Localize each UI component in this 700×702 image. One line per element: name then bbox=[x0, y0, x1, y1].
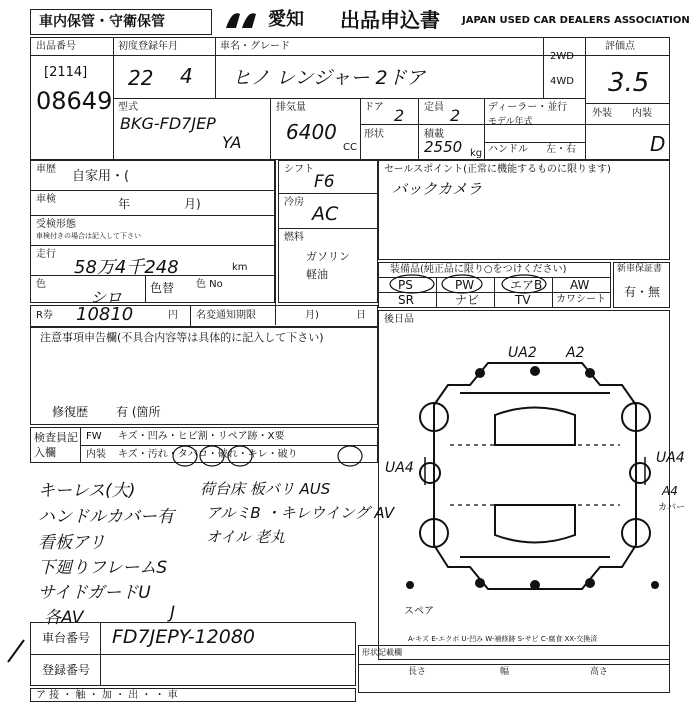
repair-value: 有 (箇所 bbox=[116, 405, 161, 419]
pickup-label: 受検形態 bbox=[36, 219, 76, 230]
eq-airbag: エアB bbox=[510, 278, 543, 292]
bottom-strip-text: ア 接 ・ 触 ・ 加 ・ 出 ・ ・ 車 bbox=[36, 690, 178, 701]
cc-label: CC bbox=[343, 142, 357, 153]
exterior-label: 外装 bbox=[592, 108, 612, 119]
note-4: 下廻りフレームS bbox=[38, 558, 168, 578]
model-suffix: YA bbox=[222, 133, 242, 152]
mileage-value: 58万4千248 bbox=[74, 257, 179, 278]
history-value: 自家用・( bbox=[72, 169, 130, 184]
insp-row2-head: 内装 bbox=[86, 449, 106, 460]
mark-cover: カバー bbox=[658, 503, 686, 513]
association-name: JAPAN USED CAR DEALERS ASSOCIATION bbox=[462, 15, 690, 26]
note-right-2: アルミB ・キレウイング AV bbox=[206, 504, 395, 522]
eq-sr: SR bbox=[398, 293, 414, 307]
score-value: 3.5 bbox=[608, 68, 650, 98]
mark-ua2: UA2 bbox=[508, 345, 537, 361]
shift-label: シフト bbox=[284, 164, 314, 175]
note-1: キーレス(大) bbox=[38, 481, 136, 501]
handle-label: ハンドル bbox=[488, 144, 528, 155]
interior-label: 内装 bbox=[632, 108, 652, 119]
rear-fit-label: 後日品 bbox=[384, 314, 414, 325]
color-change-label: 色替 bbox=[150, 281, 175, 295]
size-label: 形状記載欄 bbox=[362, 648, 402, 657]
displacement-value: 6400 bbox=[286, 120, 337, 144]
eq-pw: PW bbox=[455, 278, 475, 292]
inspector-label: 検査員記入欄 bbox=[34, 431, 78, 459]
mark-a4: A4 bbox=[662, 484, 678, 498]
nc-month: 月) bbox=[305, 310, 319, 321]
selling-label: セールスポイント(正常に機能するものに限ります) bbox=[384, 164, 611, 175]
reg-no-label: 登録番号 bbox=[42, 663, 91, 677]
first-reg-month: 4 bbox=[180, 64, 193, 88]
4wd-label: 4WD bbox=[550, 76, 574, 87]
yen-label: 円 bbox=[168, 310, 178, 321]
displacement-label: 排気量 bbox=[276, 102, 306, 113]
first-reg-label: 初度登録年月 bbox=[118, 41, 178, 52]
load-label: 積載 bbox=[424, 129, 444, 140]
lot-no-label: 出品番号 bbox=[36, 41, 76, 52]
note-5: サイドガードU bbox=[38, 583, 151, 603]
inspection-label: 車検 bbox=[36, 194, 56, 205]
r-ticket-label: R券 bbox=[36, 310, 53, 321]
eq-navi: ナビ bbox=[455, 293, 480, 307]
dealer-label: ディーラー・並行 bbox=[488, 102, 568, 113]
warranty-label: 新車保証書 bbox=[617, 264, 663, 274]
note-2: ハンドルカバー有 bbox=[38, 507, 174, 527]
month-label: 月) bbox=[184, 197, 201, 211]
repair-label: 修復歴 bbox=[52, 405, 89, 419]
length-label: 長さ bbox=[408, 667, 427, 677]
insp-row1-head: FW bbox=[86, 431, 102, 442]
shift-value: F6 bbox=[314, 172, 335, 192]
damage-legend: A-キズ E-エクボ U-凹み W-補修跡 S-サビ C-腐食 XX-交換済 bbox=[408, 635, 598, 643]
note-right-1: 荷台床 板バリ AUS bbox=[200, 480, 331, 498]
vehicle-diagram bbox=[400, 345, 670, 605]
load-value: 2550 bbox=[424, 138, 463, 156]
punch-mark bbox=[4, 636, 28, 666]
name-change-label: 名変通知期限 bbox=[196, 310, 256, 321]
size-table bbox=[358, 645, 670, 693]
mark-ua4-left: UA4 bbox=[385, 460, 414, 476]
door-label: ドア bbox=[364, 102, 384, 113]
notes-label: 注意事項申告欄(不具合内容等は具体的に記入して下さい) bbox=[40, 331, 324, 344]
color-label: 色 bbox=[36, 279, 46, 290]
fuel-options: ガソリン 軽油 bbox=[306, 250, 350, 281]
note-3: 看板アリ bbox=[38, 533, 106, 553]
chassis-value: FD7JEPY-12080 bbox=[112, 626, 256, 648]
history-label: 車歴 bbox=[36, 164, 56, 175]
equipment-circles bbox=[378, 272, 611, 302]
mileage-label: 走行 bbox=[36, 249, 56, 260]
lot-code: [2114] bbox=[44, 65, 88, 80]
kg-label: kg bbox=[470, 148, 483, 159]
handle-lr: 左・右 bbox=[546, 144, 576, 155]
spare-label: スペア bbox=[404, 606, 434, 617]
fuel-label: 燃料 bbox=[284, 232, 304, 243]
storage-tag-text: 車内保管・守衛保管 bbox=[39, 14, 165, 30]
selling-value: バックカメラ bbox=[392, 180, 483, 198]
note-right-3: オイル 老丸 bbox=[206, 528, 286, 546]
note-6: 各AV bbox=[44, 608, 84, 628]
year-label: 年 bbox=[118, 197, 131, 211]
lot-no-value: 08649 bbox=[36, 87, 113, 115]
shape-label: 形状 bbox=[364, 129, 384, 140]
km-label: km bbox=[232, 262, 248, 273]
mark-ua4-right: UA4 bbox=[656, 450, 685, 466]
chassis-label: 車台番号 bbox=[42, 631, 91, 645]
model-type-label: 型式 bbox=[118, 102, 138, 113]
eq-ps: PS bbox=[398, 278, 413, 292]
model-year-label: モデル年式 bbox=[488, 117, 533, 127]
width-label: 幅 bbox=[500, 667, 510, 677]
car-name-value: ヒノ レンジャー 2ドア bbox=[232, 67, 426, 89]
storage-tag bbox=[30, 9, 212, 35]
height-label: 高さ bbox=[590, 667, 609, 677]
color-value: シロ bbox=[90, 288, 123, 307]
model-type-value: BKG-FD7JEP bbox=[120, 114, 216, 133]
first-reg-year: 22 bbox=[128, 66, 154, 90]
insp-row2-body: キズ・汚れ・タバコ・破れ・キレ・破り bbox=[118, 449, 298, 460]
interior-score: D bbox=[650, 132, 666, 156]
r-ticket-value: 10810 bbox=[76, 304, 134, 325]
note-j: J bbox=[170, 603, 176, 623]
logo-mark bbox=[222, 8, 264, 32]
2wd-label: 2WD bbox=[550, 51, 574, 62]
brand-name: 愛知 bbox=[268, 9, 304, 30]
capacity-label: 定員 bbox=[424, 102, 444, 113]
inspector-circles bbox=[150, 440, 380, 470]
color-code-label: 色 No bbox=[196, 279, 223, 290]
equipment-label: 装備品(純正品に限り○をつけください) bbox=[390, 264, 567, 275]
score-label: 評価点 bbox=[605, 41, 635, 52]
mark-a2: A2 bbox=[566, 345, 585, 361]
eq-leather: カワシート bbox=[556, 294, 606, 305]
pickup-note: 車検付きの場合は記入して下さい bbox=[36, 232, 141, 240]
capacity-value: 2 bbox=[450, 106, 461, 125]
doors-value: 2 bbox=[394, 106, 405, 125]
aircon-label: 冷房 bbox=[284, 197, 304, 208]
insp-row1-body: キズ・凹み・ヒビ割・リペア跡・X要 bbox=[118, 431, 285, 442]
nc-day: 日 bbox=[356, 310, 366, 321]
selling-block bbox=[378, 160, 670, 260]
name-grade-label: 車名・グレード bbox=[220, 41, 290, 52]
aircon-value: AC bbox=[312, 203, 339, 225]
form-title: 出品申込書 bbox=[340, 8, 440, 32]
eq-aw: AW bbox=[570, 278, 590, 292]
eq-tv: TV bbox=[515, 293, 531, 307]
warranty-options: 有・無 bbox=[624, 285, 661, 299]
